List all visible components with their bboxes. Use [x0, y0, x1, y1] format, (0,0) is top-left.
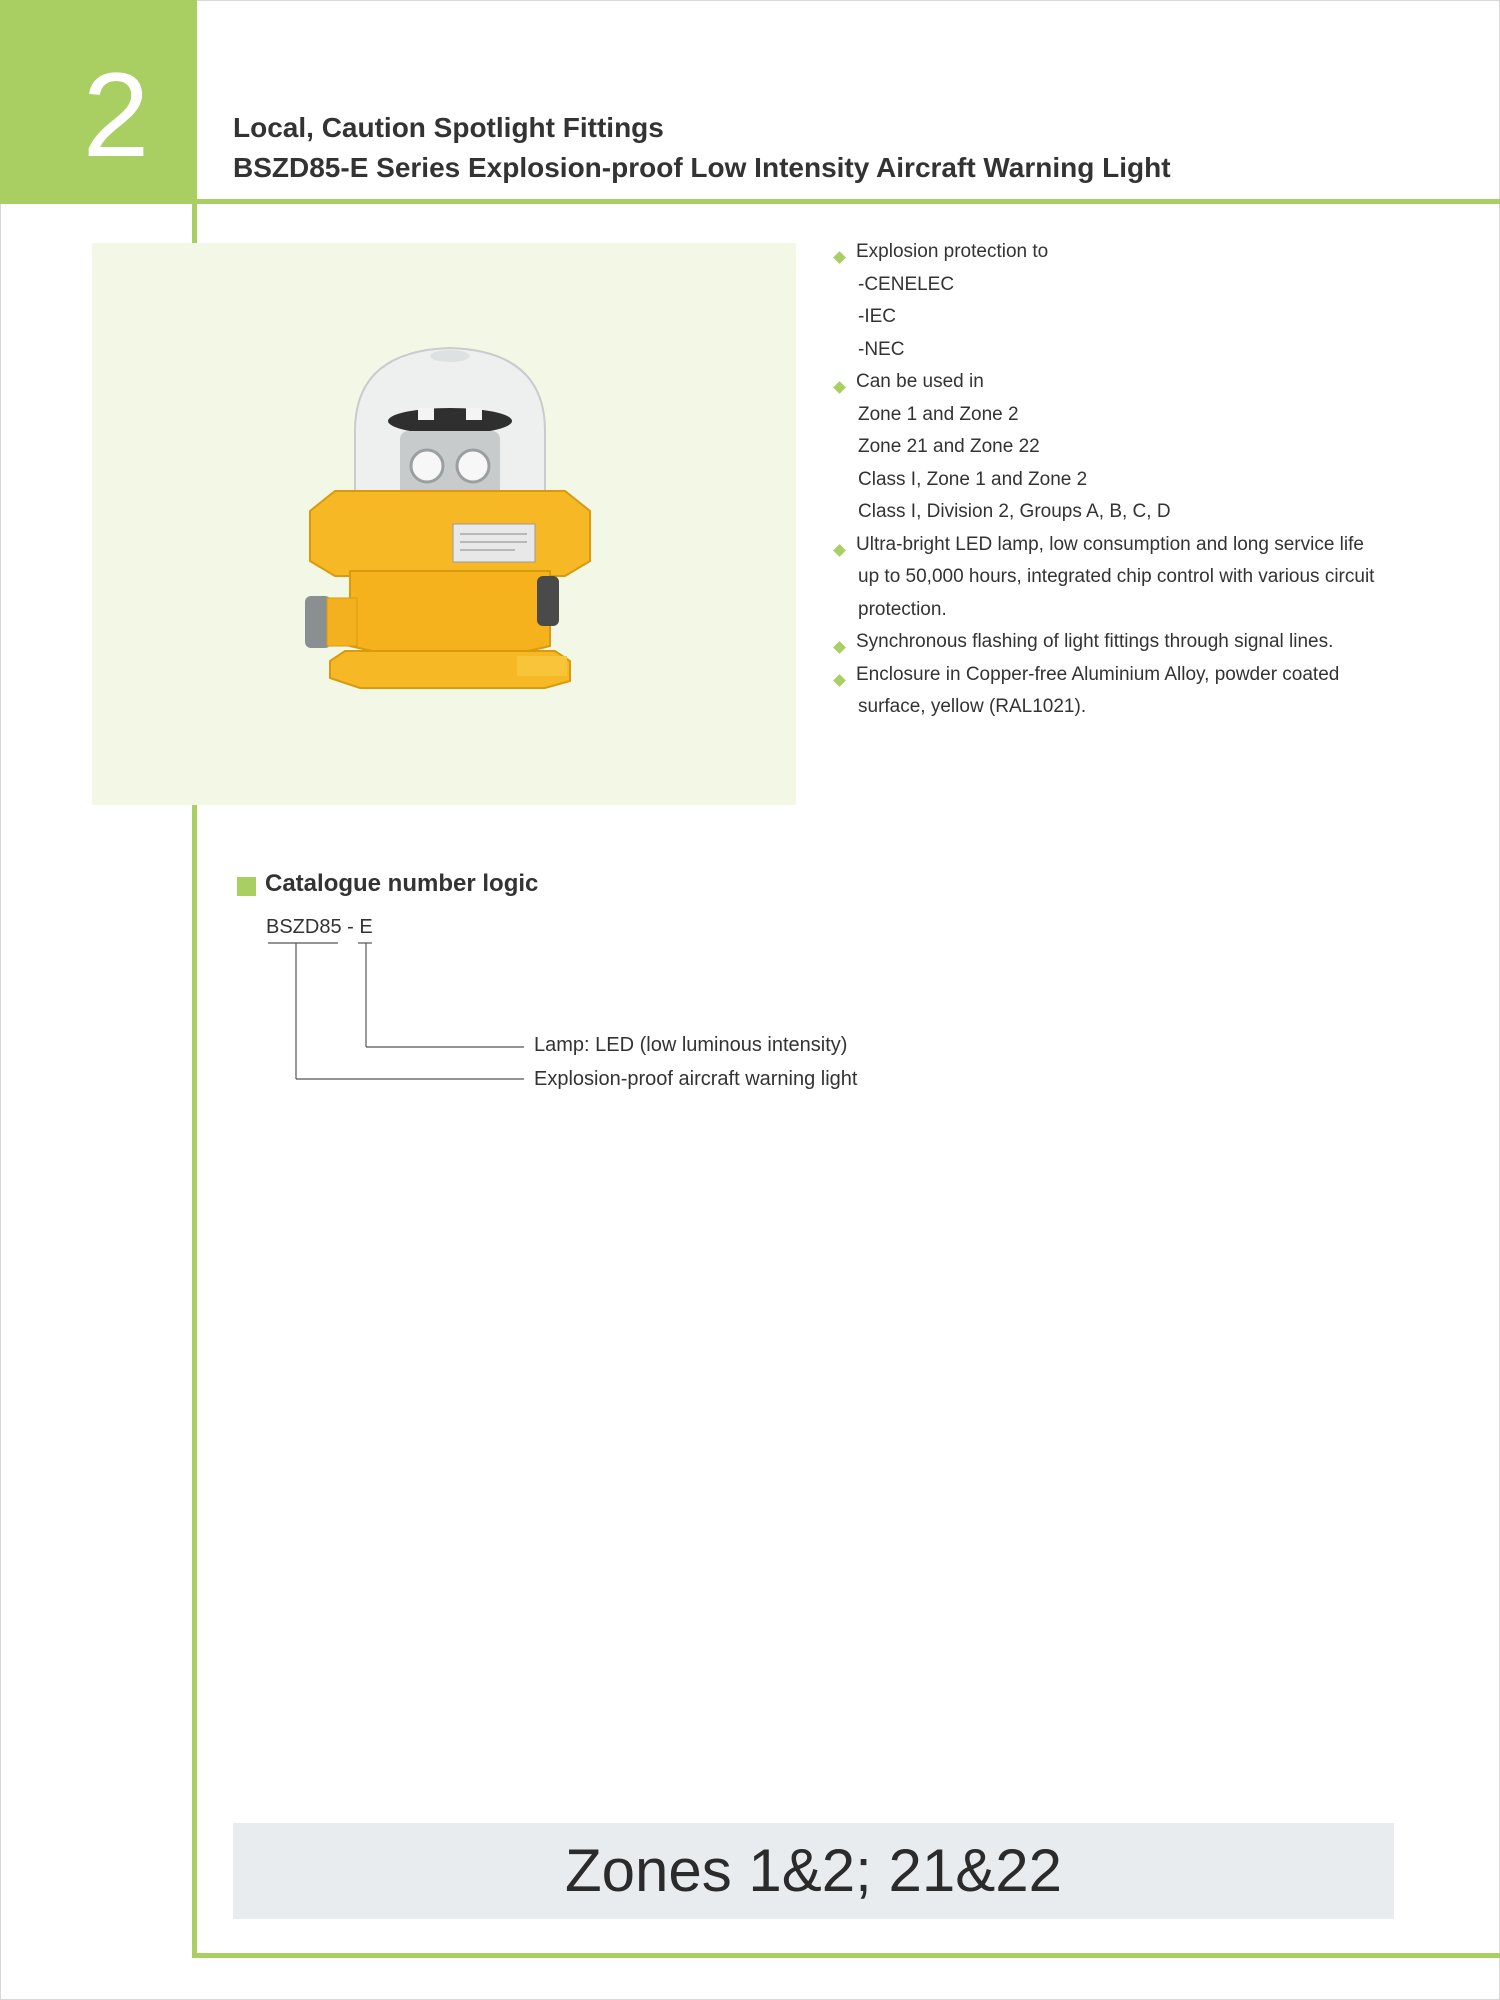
feature-continuation: up to 50,000 hours, integrated chip control with various circuit — [858, 566, 1375, 587]
feature-head-text: Explosion protection to — [856, 241, 1049, 262]
feature-sub: Zone 1 and Zone 2 — [858, 403, 1019, 425]
page-title-category: Local, Caution Spotlight Fittings — [233, 112, 664, 143]
feature-continuation: surface, yellow (RAL1021). — [858, 696, 1087, 717]
feature-sub: Class I, Division 2, Groups A, B, C, D — [858, 501, 1171, 522]
feature-sub: Zone 21 and Zone 22 — [858, 436, 1040, 457]
catalogue-heading: Catalogue number logic — [265, 870, 539, 897]
chapter-number: 2 — [82, 48, 150, 182]
feature-sub: Class I, Zone 1 and Zone 2 — [858, 468, 1088, 490]
bottom-rule — [192, 1953, 1500, 1958]
page-title-product: BSZD85-E Series Explosion-proof Low Intensity Aircraft Warning Light — [233, 152, 1171, 183]
zones-text: Zones 1&2; 21&22 — [564, 1837, 1063, 1904]
feature-sub: -IEC — [858, 306, 896, 327]
catalogue-code: BSZD85 - E — [266, 916, 373, 938]
catalogue-label-type: Explosion-proof aircraft warning light — [534, 1068, 858, 1090]
feature-sub: -CENELEC — [858, 273, 955, 295]
feature-head-text: Synchronous flashing of light fittings through signal lines. — [856, 631, 1334, 652]
feature-sub: -NEC — [858, 338, 905, 360]
feature-head-text: Can be used in — [856, 371, 984, 392]
catalogue-label-lamp: Lamp: LED (low luminous intensity) — [534, 1034, 848, 1056]
feature-head-text: Ultra-bright LED lamp, low consumption and long service life — [856, 533, 1364, 555]
feature-continuation: protection. — [858, 598, 947, 620]
zones-banner — [233, 1823, 1394, 1919]
feature-head-text: Enclosure in Copper-free Aluminium Alloy, powder coated — [856, 663, 1340, 685]
